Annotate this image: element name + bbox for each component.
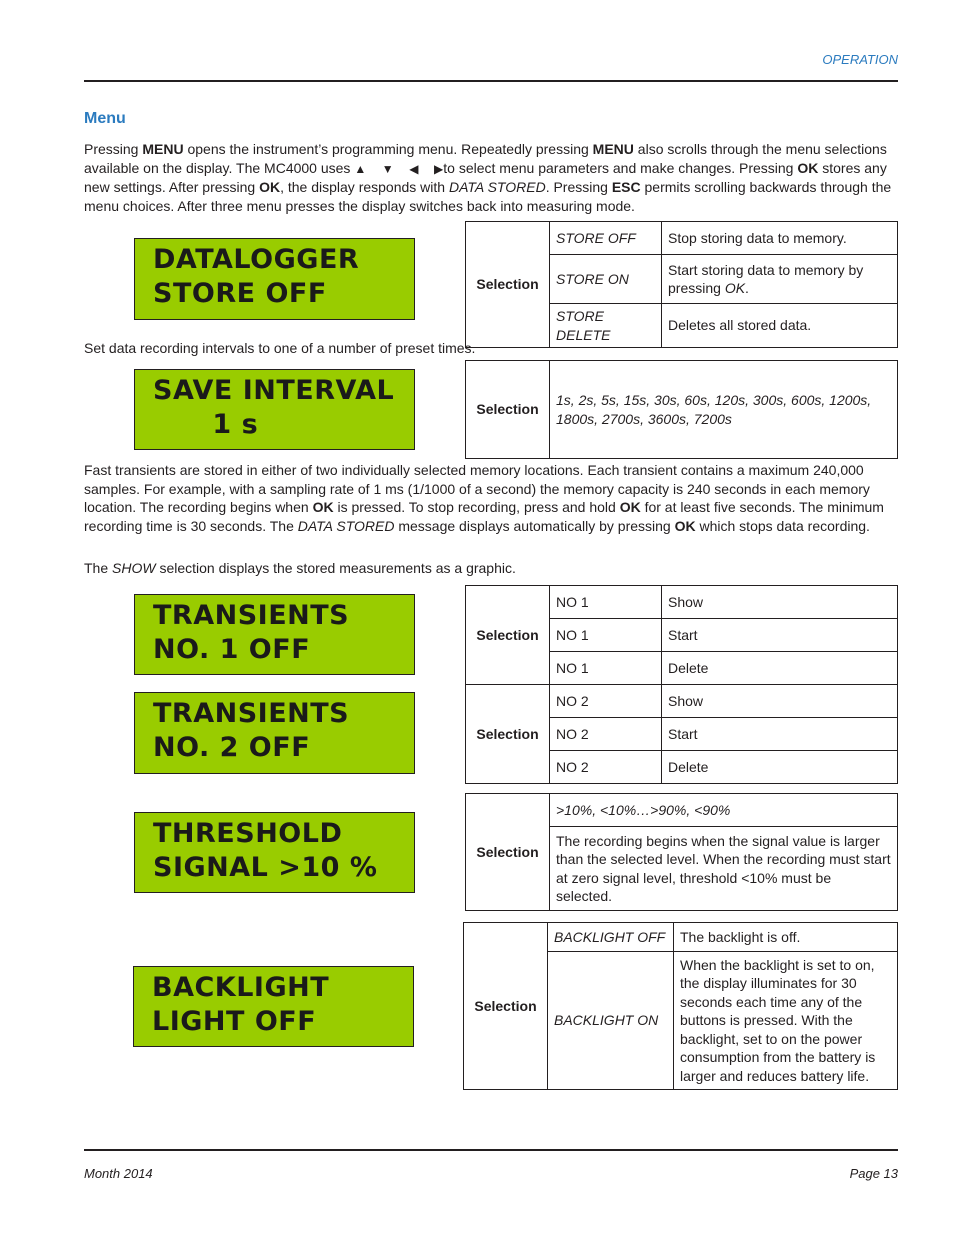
- option-cell: NO 2: [550, 718, 662, 751]
- action-cell: Start: [662, 619, 898, 652]
- option-cell: NO 2: [550, 685, 662, 718]
- action-cell: Show: [662, 685, 898, 718]
- selection-label: Selection: [466, 222, 550, 348]
- option-cell: STORE DELETE: [550, 304, 662, 348]
- selection-label: Selection: [466, 361, 550, 459]
- lcd-transients-2: TRANSIENTS NO. 2 OFF: [134, 692, 415, 774]
- selection-label: Selection: [466, 794, 550, 911]
- footer-rule: [84, 1149, 898, 1151]
- action-cell: Delete: [662, 751, 898, 784]
- option-cell: STORE OFF: [550, 222, 662, 255]
- selection-label: Selection: [464, 923, 548, 1090]
- lcd-transients-1: TRANSIENTS NO. 1 OFF: [134, 594, 415, 675]
- option-cell: BACKLIGHT OFF: [548, 923, 674, 952]
- section-title: Menu: [84, 110, 126, 127]
- footer-date: Month 2014: [84, 1166, 153, 1181]
- right-arrow-icon: ▶: [434, 161, 444, 176]
- option-cell: BACKLIGHT ON: [548, 952, 674, 1090]
- lcd-datalogger: DATALOGGER STORE OFF: [134, 238, 415, 320]
- threshold-description-cell: The recording begins when the signal value is larger than the selected level. When the recording must start at zero signal level, threshold <10% must be selected.: [550, 827, 898, 911]
- down-arrow-icon: ▼: [381, 161, 394, 176]
- intro-paragraph: Pressing MENU opens the instrument’s programming menu. Repeatedly pressing MENU also scrolls through the menu selections available on the display. The MC4000 uses ▲ ▼ ◀ ▶to select menu parameters and make changes. Pressing OK stores any new settings. After pressing OK, the display responds with DATA STORED. Pressing ESC permits scrolling backwards through the menu choices. After three menu presses the display switches back into measuring mode.: [84, 141, 892, 215]
- lcd-save-interval: SAVE INTERVAL 1 s: [134, 369, 415, 450]
- interval-paragraph: Set data recording intervals to one of a number of preset times.: [84, 340, 476, 356]
- lcd-backlight: BACKLIGHT LIGHT OFF: [133, 966, 414, 1047]
- show-paragraph: The SHOW selection displays the stored measurements as a graphic.: [84, 560, 516, 576]
- option-cell: NO 1: [550, 619, 662, 652]
- action-cell: Show: [662, 586, 898, 619]
- up-arrow-icon: ▲: [354, 161, 367, 176]
- action-cell: Start: [662, 718, 898, 751]
- transients-selection-table: [465, 585, 898, 784]
- interval-options-cell: 1s, 2s, 5s, 15s, 30s, 60s, 120s, 300s, 600s, 1200s, 1800s, 2700s, 3600s, 7200s: [550, 361, 898, 459]
- threshold-options-cell: >10%, <10%…>90%, <90%: [550, 794, 898, 827]
- backlight-selection-table: [463, 922, 898, 1090]
- interval-selection-table: [465, 360, 898, 459]
- selection-label: Selection: [466, 685, 550, 784]
- footer-page-number: Page 13: [849, 1166, 898, 1181]
- option-cell: NO 1: [550, 652, 662, 685]
- option-cell: NO 2: [550, 751, 662, 784]
- option-cell: NO 1: [550, 586, 662, 619]
- action-cell: Delete: [662, 652, 898, 685]
- description-cell: Deletes all stored data.: [662, 304, 898, 348]
- description-cell: When the backlight is set to on, the display illuminates for 30 seconds each time any of the buttons is pressed. With the backlight, set to on the power consumption from the battery is larger and reduces battery life.: [674, 952, 898, 1090]
- lcd-threshold: THRESHOLD SIGNAL >10 %: [134, 812, 415, 893]
- option-cell: STORE ON: [550, 255, 662, 304]
- description-cell: Start storing data to memory by pressing OK.: [662, 255, 898, 304]
- header-rule: [84, 80, 898, 82]
- left-arrow-icon: ◀: [409, 161, 419, 176]
- selection-label: Selection: [466, 586, 550, 685]
- description-cell: The backlight is off.: [674, 923, 898, 952]
- store-selection-table: [465, 221, 898, 348]
- header-section-label: OPERATION: [822, 52, 898, 67]
- transients-paragraph: Fast transients are stored in either of two individually selected memory locations. Each transient contains a maximum 240,000 samples. For example, with a sampling rate of 1 ms (1/1000 of a second) the memory capacity is 240 seconds in each memory location. The recording begins when OK is pressed. To stop recording, press and hold OK for at least five seconds. The minimum recording time is 30 seconds. The DATA STORED message displays automatically by pressing OK which stops data recording.: [84, 462, 884, 535]
- threshold-selection-table: [465, 793, 898, 911]
- description-cell: Stop storing data to memory.: [662, 222, 898, 255]
